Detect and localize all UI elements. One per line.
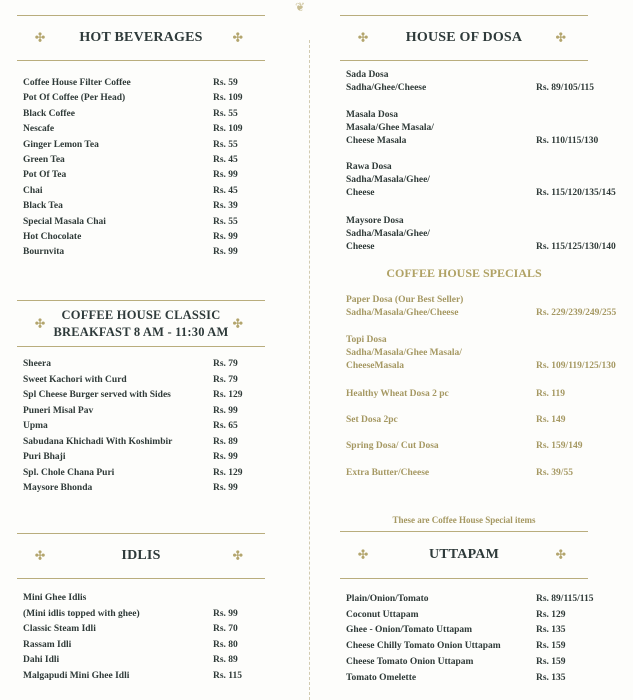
item-name-line: Maysore Dosa: [346, 216, 404, 226]
menu-item: [346, 624, 588, 637]
item-price: Rs. 70: [213, 624, 238, 635]
menu-item: [346, 672, 588, 685]
menu-item: [23, 154, 265, 167]
menu-item: [23, 389, 265, 402]
item-name-line: Cheese: [346, 242, 375, 252]
item-price: Rs. 110/115/130: [536, 136, 599, 146]
item-price: Rs. 89: [213, 436, 238, 447]
item-name: Maysore Bhonda: [23, 483, 93, 493]
item-price: Rs. 99: [213, 405, 238, 416]
item-price: Rs. 109: [213, 93, 243, 104]
item-name-line: Masala/Ghee Masala/: [346, 123, 434, 133]
menu-item: [23, 420, 265, 433]
menu-item: [23, 358, 265, 371]
item-name-line: Extra Butter/Cheese: [346, 468, 430, 478]
menu-item: [23, 374, 265, 387]
item-price: Rs. 45: [213, 155, 238, 165]
menu-item: [23, 200, 265, 213]
item-price: Rs. 55: [213, 139, 238, 150]
item-name: Chai: [23, 185, 43, 196]
item-price: Rs. 99: [213, 247, 238, 258]
item-price: Rs. 39: [213, 201, 238, 212]
menu-item: [346, 440, 588, 453]
item-price: Rs. 119: [536, 389, 566, 399]
menu-item: [346, 609, 588, 622]
section-title: UTTAPAM: [428, 547, 500, 562]
menu-item: [346, 467, 588, 480]
item-name: Coffee House Filter Coffee: [23, 78, 131, 88]
item-price: Rs. 99: [213, 483, 238, 493]
ornament-icon: ✣: [35, 30, 46, 45]
menu-item: [23, 654, 265, 667]
ornament-icon: ✣: [232, 548, 243, 563]
item-name: Puri Bhaji: [23, 452, 66, 462]
item-price: Rs. 55: [213, 216, 238, 227]
section-title: HOUSE OF DOSA: [405, 30, 523, 45]
ornament-icon: ✣: [232, 316, 243, 330]
ornament-icon: ✣: [358, 30, 369, 45]
column-divider: [309, 40, 310, 700]
item-name-line: Cheese: [346, 188, 375, 198]
item-price: Rs. 109/119/125/130: [536, 361, 616, 371]
specials-title: COFFEE HOUSE SPECIALS: [386, 266, 542, 280]
section-header-hot-beverages: [17, 15, 265, 61]
ornament-icon: ❦: [295, 0, 306, 14]
item-name: Cheese Chilly Tomato Onion Uttapam: [346, 641, 501, 652]
menu-item: [23, 436, 265, 449]
menu-item: [23, 139, 265, 152]
item-price: Rs. 115/125/130/140: [536, 242, 616, 252]
menu-item: [346, 215, 616, 254]
menu-item: [23, 639, 265, 652]
specials-note: These are Coffee House Special items: [392, 515, 536, 525]
menu-item: [23, 231, 265, 244]
item-price: Rs. 129: [536, 609, 566, 620]
item-price: Rs. 149: [536, 415, 566, 425]
item-name: Sabudana Khichadi With Koshimbir: [23, 436, 173, 447]
item-name: (Mini idlis topped with ghee): [23, 608, 140, 619]
item-price: Rs. 99: [213, 170, 238, 181]
item-name: Ginger Lemon Tea: [23, 139, 99, 150]
item-name: Spl. Chole Chana Puri: [23, 467, 115, 478]
menu-item: [346, 593, 594, 606]
item-name: Bournvita: [23, 247, 65, 258]
item-name: Spl Cheese Burger served with Sides: [23, 390, 171, 400]
item-price: Rs. 159: [536, 656, 566, 667]
item-name: Mini Ghee Idlis: [23, 593, 87, 603]
menu-item: [23, 123, 265, 136]
ornament-icon: ✣: [358, 547, 369, 562]
item-price: Rs. 89: [213, 655, 238, 666]
item-price: Rs. 129: [213, 390, 243, 400]
item-name-line: Cheese Masala: [346, 136, 407, 146]
section-subtitle: BREAKFAST 8 AM - 11:30 AM: [53, 324, 229, 339]
item-name-line: Healthy Wheat Dosa 2 pc: [346, 389, 449, 399]
item-price: Rs. 45: [213, 185, 238, 196]
item-price: Rs. 80: [213, 639, 238, 650]
item-name: Tomato Omelette: [346, 672, 417, 683]
item-name-line: Sadha/Ghee/Cheese: [346, 83, 427, 93]
section-header-classic-breakfast: [17, 300, 265, 347]
item-price: Rs. 159/149: [536, 441, 583, 451]
section-header-house-of-dosa: [340, 15, 588, 61]
item-price: Rs. 129: [213, 467, 243, 478]
menu-item: [23, 623, 265, 636]
menu-item: [23, 482, 265, 495]
item-price: Rs. 99: [213, 232, 238, 242]
item-price: Rs. 79: [213, 374, 238, 385]
item-name-line: Paper Dosa (Our Best Seller): [346, 295, 464, 305]
left-column: [17, 0, 265, 700]
item-price: Rs. 39/55: [536, 468, 573, 478]
item-name: Upma: [23, 421, 48, 431]
menu-item: [23, 169, 265, 182]
menu-item: [346, 109, 599, 148]
menu-item: [346, 388, 588, 401]
menu-item: [346, 640, 588, 653]
item-price: Rs. 99: [213, 608, 238, 619]
item-name: Cheese Tomato Onion Uttapam: [346, 656, 474, 667]
menu-item: [346, 414, 588, 427]
item-price: Rs. 229/239/249/255: [536, 308, 617, 318]
menu-item: [23, 108, 265, 121]
menu-item: [23, 185, 265, 198]
item-name: Hot Chocolate: [23, 232, 82, 242]
item-name: Special Masala Chai: [23, 216, 106, 227]
item-price: Rs. 135: [536, 625, 566, 636]
menu-item: [23, 670, 265, 683]
menu-item: [346, 69, 595, 95]
ornament-icon: ✣: [232, 30, 243, 45]
section-title: IDLIS: [121, 548, 161, 563]
menu-item: [23, 92, 265, 105]
ornament-icon: ✣: [35, 548, 46, 563]
item-price: Rs. 89/105/115: [536, 83, 595, 93]
menu-item: [23, 405, 265, 418]
menu-item: [23, 467, 265, 480]
item-price: Rs. 59: [213, 78, 238, 88]
item-name: Plain/Onion/Tomato: [346, 594, 429, 604]
item-name: Malgapudi Mini Ghee Idli: [23, 671, 130, 681]
item-price: Rs. 135: [536, 672, 566, 683]
menu-item: [23, 246, 265, 259]
item-price: Rs. 99: [213, 452, 238, 462]
menu-item: [346, 294, 617, 320]
item-name: Green Tea: [23, 155, 65, 165]
item-name: Classic Steam Idli: [23, 624, 96, 635]
item-price: Rs. 159: [536, 641, 566, 652]
item-name: Black Tea: [23, 201, 63, 212]
item-name-line: Sada Dosa: [346, 70, 389, 80]
section-title: COFFEE HOUSE CLASSIC: [61, 307, 221, 322]
item-name: Coconut Uttapam: [346, 609, 419, 620]
item-name: Dahi Idli: [23, 655, 60, 666]
item-price: Rs. 55: [213, 108, 238, 119]
section-header-uttapam: [340, 531, 588, 579]
menu-item: [23, 608, 265, 621]
item-name-line: Spring Dosa/ Cut Dosa: [346, 441, 439, 451]
item-price: Rs. 89/115/115: [536, 594, 594, 604]
item-name: Pot Of Tea: [23, 170, 67, 181]
menu-item: [346, 161, 616, 200]
ornament-icon: ✣: [555, 547, 566, 562]
section-header-idlis: [17, 533, 265, 579]
item-price: Rs. 115: [213, 671, 243, 681]
item-price: Rs. 65: [213, 421, 238, 431]
item-name: Black Coffee: [23, 108, 75, 119]
item-name-line: Sadha/Masala/Ghee/: [346, 175, 430, 185]
ornament-icon: ✣: [35, 316, 46, 330]
item-price: Rs. 109: [213, 124, 243, 135]
item-name-line: Masala Dosa: [346, 110, 398, 120]
item-name: Rassam Idli: [23, 639, 72, 650]
item-name: Nescafe: [23, 124, 55, 135]
item-name: Puneri Misal Pav: [23, 405, 94, 416]
menu-item: [23, 592, 265, 605]
item-name-line: Sadha/Masala/Ghee/Cheese: [346, 308, 459, 318]
menu-item: [23, 451, 265, 464]
item-name-line: Topi Dosa: [346, 335, 387, 345]
item-name-line: Rawa Dosa: [346, 162, 392, 172]
item-name-line: Set Dosa 2pc: [346, 415, 398, 425]
item-name: Sweet Kachori with Curd: [23, 374, 127, 385]
section-title: HOT BEVERAGES: [79, 30, 203, 45]
item-name: Ghee - Onion/Tomato Uttapam: [346, 625, 473, 636]
item-price: Rs. 79: [213, 359, 238, 369]
item-name: Pot Of Coffee (Per Head): [23, 93, 126, 104]
item-price: Rs. 115/120/135/145: [536, 188, 616, 198]
item-name-line: Sadha/Masala/Ghee/: [346, 229, 430, 239]
menu-item: [23, 77, 265, 90]
item-name-line: CheeseMasala: [346, 361, 405, 371]
right-column: [340, 0, 617, 700]
menu-item: [346, 334, 616, 373]
menu-item: [23, 216, 265, 229]
item-name: Sheera: [23, 359, 51, 369]
menu-item: [346, 656, 588, 669]
ornament-icon: ✣: [555, 30, 566, 45]
item-name-line: Sadha/Masala/Ghee Masala/: [346, 348, 462, 358]
